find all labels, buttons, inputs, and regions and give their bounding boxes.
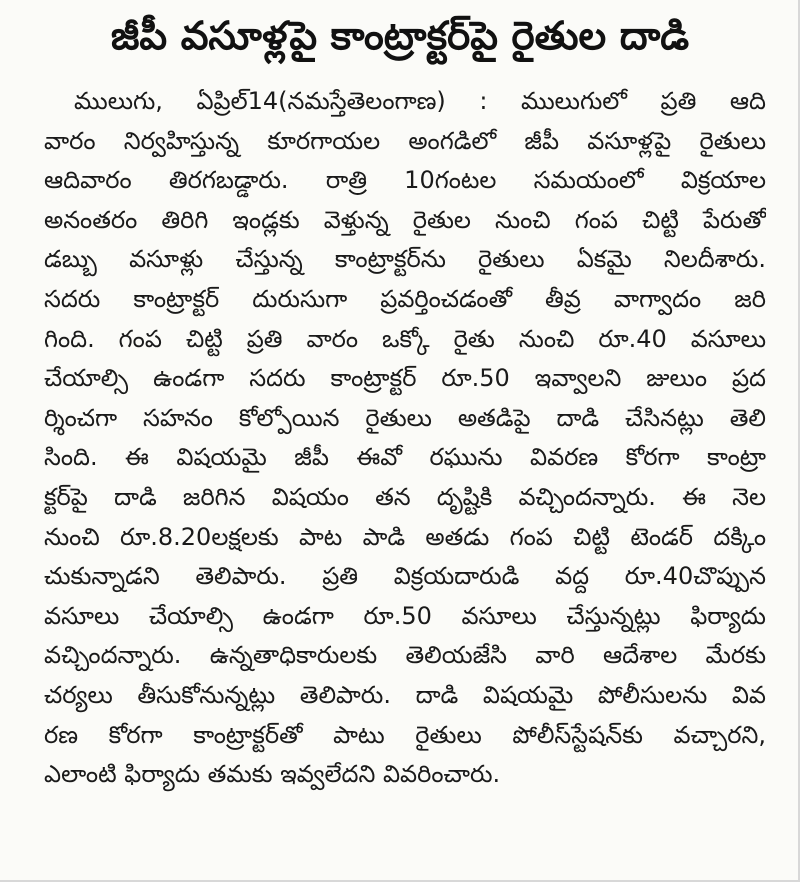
body-line: చుకున్నాడని తెలిపారు. ప్రతి విక్రయదారుడి వద్ద రూ.40చొప్పున: [44, 562, 766, 591]
body-line: అనంతరం తిరిగి ఇండ్లకు వెళ్తున్న రైతుల నుంచి గంప చిట్టి పేరుతో: [44, 205, 766, 234]
body-line: సింది. ఈ విషయమై జీపీ ఈవో రఘును వివరణ కోరగా కాంట్రా: [44, 443, 766, 472]
article-body: [44, 82, 766, 795]
body-line: రణ కోరగా కాంట్రాక్టర్‌తో పాటు రైతులు పోలీస్‌స్టేషన్‌కు వచ్చారని,: [44, 720, 766, 749]
body-line: ఎలాంటి ఫిర్యాదు తమకు ఇవ్వలేదని వివరించారు.: [44, 760, 501, 789]
body-line: ర్శించగా సహనం కోల్పోయిన రైతులు అతడిపై దాడి చేసినట్లు తెలి: [44, 403, 766, 432]
headline: జీపీ వసూళ్లపై కాంట్రాక్టర్‌పై రైతుల దాడి: [110, 14, 690, 59]
body-line: చేయాల్సి ఉండగా సదరు కాంట్రాక్టర్ రూ.50 ఇవ్వాలని జులుం ప్రద: [44, 364, 766, 393]
body-line: ములుగు, ఏప్రిల్14(నమస్తేతెలంగాణ) : ములుగులో ప్రతి ఆది: [74, 87, 766, 115]
body-line: క్టర్‌పై దాడి జరిగిన విషయం తన దృష్టికి వచ్చిందన్నారు. ఈ నెల: [44, 482, 766, 511]
body-line: సదరు కాంట్రాక్టర్ దురుసుగా ప్రవర్తించడంతో తీవ్ర వాగ్వాదం జరి: [44, 284, 766, 313]
body-line: ఆదివారం తిరగబడ్డారు. రాత్రి 10గంటల సమయంలో విక్రయాల: [44, 166, 766, 195]
body-line: వసూలు చేయాల్సి ఉండగా రూ.50 వసూలు చేస్తున్నట్లు ఫిర్యాదు: [44, 601, 766, 630]
body-line: వచ్చిందన్నారు. ఉన్నతాధికారులకు తెలియజేసి వారి ఆదేశాల మేరకు: [44, 641, 766, 670]
body-line: నుంచి రూ.8.20లక్షలకు పాట పాడి అతడు గంప చిట్టి టెండర్ దక్కిం: [44, 522, 766, 551]
body-line: వారం నిర్వహిస్తున్న కూరగాయల అంగడిలో జీపీ వసూళ్లపై రైతులు: [44, 126, 766, 155]
body-line: గింది. గంప చిట్టి ప్రతి వారం ఒక్కో రైతు నుంచి రూ.40 వసూలు: [44, 324, 766, 353]
body-line: చర్యలు తీసుకోనున్నట్లు తెలిపారు. దాడి విషయమై పోలీసులను వివ: [44, 680, 766, 709]
body-line: డబ్బు వసూళ్లు చేస్తున్న కాంట్రాక్టర్‌ను రైతులు ఏకమై నిలదీశారు.: [44, 245, 766, 274]
